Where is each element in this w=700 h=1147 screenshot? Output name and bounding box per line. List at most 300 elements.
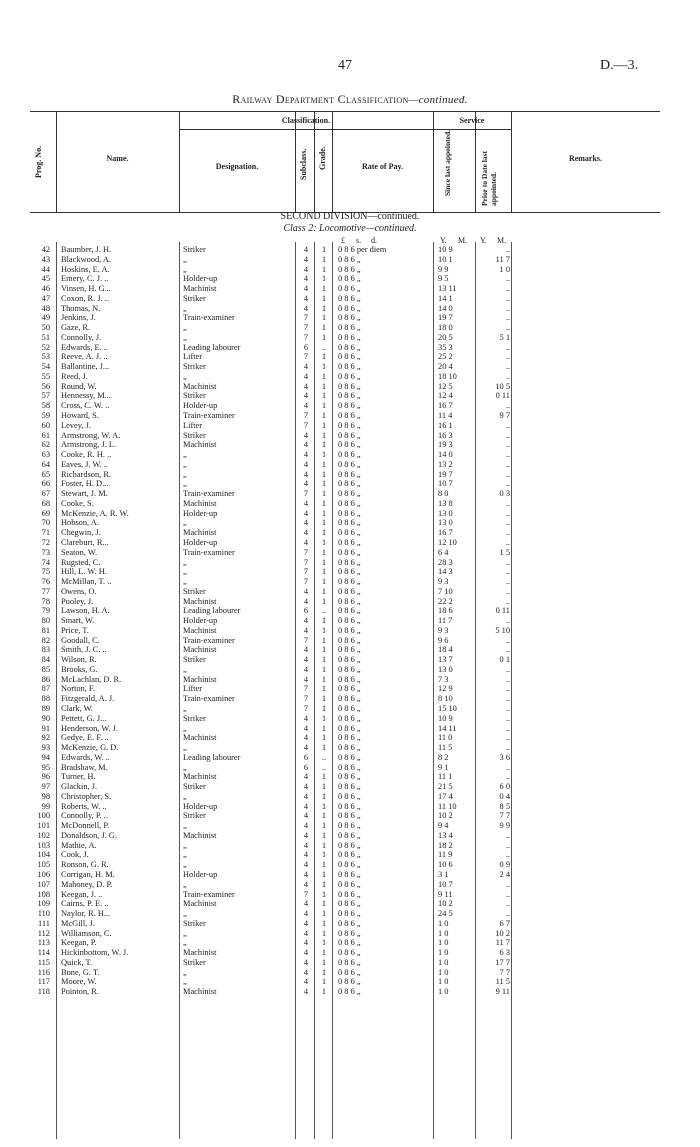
rate-cell: 0 8 6 „: [338, 586, 361, 596]
grade-cell: 1: [321, 909, 327, 919]
prior-cell: ..: [505, 450, 510, 460]
designation-cell: Leading labourer: [183, 606, 241, 616]
rate-cell: 0 8 6 „: [338, 752, 361, 762]
table-row: [0, 743, 700, 753]
subclass-cell: 4: [303, 987, 309, 997]
rate-cell: 0 8 6 „: [338, 703, 361, 713]
designation-cell: Machinist: [183, 772, 217, 782]
prior-cell: 10 5: [495, 381, 510, 391]
since-last-cell: 1 0: [438, 977, 449, 987]
since-last-cell: 3 1: [438, 870, 449, 879]
rate-cell: 0 8 6 „: [338, 733, 361, 743]
subclass-cell: 4: [303, 782, 309, 792]
rate-cell: 0 8 6 „: [338, 371, 361, 381]
name-cell: Hobson, A.: [61, 518, 99, 528]
rate-cell: 0 8 6 „: [338, 469, 361, 479]
subclass-cell: 4: [303, 391, 309, 401]
prior-cell: ..: [505, 889, 510, 899]
designation-cell: „: [183, 703, 187, 713]
prog-no-cell: 45: [41, 274, 50, 284]
table-row: [0, 772, 700, 782]
table-row: [0, 343, 700, 353]
page-title: [0, 92, 700, 107]
since-last-cell: 11 0: [438, 733, 453, 743]
prog-no-cell: 58: [41, 401, 50, 411]
rate-cell: 0 8 6 „: [338, 284, 361, 294]
prior-cell: 5 10: [495, 625, 510, 635]
name-cell: Vinsen, H. G...: [61, 284, 111, 294]
table-row: [0, 489, 700, 499]
name-cell: Corrigan, H. M.: [61, 870, 115, 879]
table-row: [0, 899, 700, 909]
since-last-cell: 14 3: [438, 567, 453, 577]
since-last-cell: 14 11: [438, 723, 457, 733]
designation-cell: Holder-up: [183, 870, 218, 879]
table-row: [0, 694, 700, 704]
since-last-cell: 1 0: [438, 948, 449, 958]
subclass-cell: 7: [303, 313, 309, 323]
prog-no-cell: 101: [37, 821, 50, 831]
designation-cell: Striker: [183, 811, 206, 821]
designation-cell: Train-examiner: [183, 547, 235, 557]
rate-cell: 0 8 6 „: [338, 684, 361, 694]
designation-cell: Machinist: [183, 381, 217, 391]
grade-cell: 1: [321, 371, 327, 381]
prior-cell: ..: [505, 645, 510, 655]
header-since-last: Since last appointed.: [443, 129, 452, 196]
rate-cell: 0 8 6 „: [338, 655, 361, 665]
table-row: [0, 313, 700, 323]
grade-cell: 1: [321, 899, 327, 909]
prior-cell: 1 5: [499, 547, 510, 557]
designation-cell: Machinist: [183, 987, 217, 997]
subclass-cell: 6: [303, 752, 309, 762]
subclass-cell: 4: [303, 840, 309, 850]
table-header: [30, 111, 660, 213]
prior-cell: 6 3: [499, 948, 510, 958]
name-cell: Edwards, E. ..: [61, 342, 108, 352]
rate-cell: 0 8 6 „: [338, 313, 361, 323]
prog-no-cell: 102: [37, 830, 50, 840]
table-row: [0, 421, 700, 431]
rate-cell: 0 8 6 „: [338, 772, 361, 782]
prior-cell: ..: [505, 664, 510, 674]
header-name: Name.: [106, 154, 129, 163]
prior-cell: ..: [505, 703, 510, 713]
designation-cell: Lifter: [183, 352, 203, 362]
since-last-cell: 11 4: [438, 411, 453, 421]
designation-cell: Machinist: [183, 498, 217, 508]
prior-cell: ..: [505, 733, 510, 743]
prog-no-cell: 94: [41, 752, 50, 762]
prog-no-cell: 112: [37, 928, 50, 938]
subclass-cell: 4: [303, 655, 309, 665]
prog-no-cell: 89: [41, 703, 50, 713]
designation-cell: „: [183, 264, 187, 274]
designation-cell: Striker: [183, 293, 206, 303]
name-cell: Mahoney, D. P.: [61, 879, 113, 889]
rate-cell: 0 8 6 „: [338, 948, 361, 958]
designation-cell: „: [183, 743, 187, 753]
prior-cell: ..: [505, 293, 510, 303]
prior-cell: 1 0: [499, 264, 510, 274]
prog-no-cell: 55: [41, 371, 50, 381]
grade-cell: 1: [321, 254, 327, 264]
subclass-cell: 7: [303, 547, 309, 557]
grade-cell: 1: [321, 694, 327, 704]
designation-cell: „: [183, 459, 187, 469]
name-cell: Reed, J.: [61, 371, 88, 381]
header-prior: Prior to Date last appointed.: [480, 150, 498, 206]
name-cell: Lawson, H. A.: [61, 606, 110, 616]
prog-no-cell: 42: [41, 245, 50, 254]
table-row: [0, 860, 700, 870]
grade-cell: 1: [321, 723, 327, 733]
designation-cell: Striker: [183, 362, 206, 372]
rate-cell: 0 8 6 „: [338, 860, 361, 870]
name-cell: Naylor, R. H...: [61, 909, 111, 919]
subclass-cell: 4: [303, 918, 309, 928]
designation-cell: „: [183, 723, 187, 733]
rate-cell: 0 8 6 „: [338, 606, 361, 616]
table-row: [0, 684, 700, 694]
rate-cell: 0 8 6 „: [338, 811, 361, 821]
rate-cell: 0 8 6 „: [338, 645, 361, 655]
name-cell: Jenkins, J.: [61, 313, 96, 323]
name-cell: Pooley, J.: [61, 596, 94, 606]
table-row: [0, 890, 700, 900]
since-last-cell: 9 6: [438, 635, 449, 645]
rate-cell: 0 8 6 „: [338, 967, 361, 977]
prior-cell: 11 7: [495, 254, 510, 264]
grade-cell: 1: [321, 518, 327, 528]
name-cell: Cross, C. W. ..: [61, 401, 110, 411]
prog-no-cell: 79: [41, 606, 50, 616]
subclass-cell: 7: [303, 557, 309, 567]
since-last-cell: 12 4: [438, 391, 453, 401]
since-last-cell: 10 9: [438, 713, 453, 723]
since-last-cell: 13 11: [438, 284, 457, 294]
prog-no-cell: 54: [41, 362, 50, 372]
prior-cell: 7 7: [499, 811, 510, 821]
name-cell: Keegan, P.: [61, 938, 97, 948]
prog-no-cell: 78: [41, 596, 50, 606]
division-label: SECOND DIVISION—continued.: [280, 211, 420, 222]
name-cell: Quick, T.: [61, 957, 93, 967]
table-row: [0, 704, 700, 714]
subclass-cell: 4: [303, 850, 309, 860]
since-last-cell: 14 0: [438, 303, 453, 313]
designation-cell: „: [183, 332, 187, 342]
subclass-cell: 4: [303, 811, 309, 821]
name-cell: Owens, O.: [61, 586, 97, 596]
designation-cell: Striker: [183, 713, 206, 723]
prog-no-cell: 70: [41, 518, 50, 528]
title-suffix: —continued.: [408, 94, 468, 106]
rate-cell: 0 8 6 „: [338, 791, 361, 801]
designation-cell: Holder-up: [183, 537, 218, 547]
rate-cell: 0 8 6 „: [338, 274, 361, 284]
grade-cell: 1: [321, 684, 327, 694]
table-row: [0, 509, 700, 519]
grade-cell: 1: [321, 430, 327, 440]
name-cell: Gedye, E. F. ..: [61, 733, 109, 743]
table-row: [0, 977, 700, 987]
table-row: [0, 831, 700, 841]
subclass-cell: 4: [303, 948, 309, 958]
since-last-cell: 9 3: [438, 577, 449, 587]
prog-no-cell: 46: [41, 284, 50, 294]
subclass-cell: 6: [303, 342, 309, 352]
subclass-cell: 4: [303, 303, 309, 313]
designation-cell: „: [183, 577, 187, 587]
since-last-cell: 12 10: [438, 537, 457, 547]
subclass-cell: 4: [303, 264, 309, 274]
subclass-cell: 7: [303, 577, 309, 587]
name-cell: Keegan, J. ..: [61, 889, 103, 899]
grade-cell: 1: [321, 801, 327, 811]
grade-cell: ..: [321, 762, 327, 772]
designation-cell: „: [183, 479, 187, 489]
header-designation: Designation.: [215, 162, 259, 171]
grade-cell: 1: [321, 508, 327, 518]
table-row: [0, 470, 700, 480]
prog-no-cell: 81: [41, 625, 50, 635]
subclass-cell: 4: [303, 508, 309, 518]
subclass-cell: 7: [303, 889, 309, 899]
rate-cell: 0 8 6 „: [338, 381, 361, 391]
rate-cell: 0 8 6 per diem: [338, 245, 387, 254]
grade-cell: 1: [321, 664, 327, 674]
name-cell: Ballantine, J...: [61, 362, 110, 372]
prog-no-cell: 62: [41, 440, 50, 450]
subclass-cell: 4: [303, 245, 309, 254]
grade-cell: 1: [321, 332, 327, 342]
rate-cell: 0 8 6 „: [338, 743, 361, 753]
prog-no-cell: 87: [41, 684, 50, 694]
subclass-cell: 4: [303, 977, 309, 987]
prog-no-cell: 49: [41, 313, 50, 323]
designation-cell: „: [183, 977, 187, 987]
since-last-cell: 1 0: [438, 928, 449, 938]
since-last-cell: 13 4: [438, 830, 453, 840]
document-reference: D.—3.: [600, 58, 639, 73]
grade-cell: 1: [321, 840, 327, 850]
prior-cell: ..: [505, 899, 510, 909]
prior-cell: ..: [505, 274, 510, 284]
name-cell: Edwards, W. ..: [61, 752, 110, 762]
grade-cell: 1: [321, 440, 327, 450]
since-last-cell: 25 2: [438, 352, 453, 362]
table-row: [0, 811, 700, 821]
grade-cell: 1: [321, 987, 327, 997]
table-row: [0, 763, 700, 773]
rate-cell: 0 8 6 „: [338, 508, 361, 518]
prog-no-cell: 85: [41, 664, 50, 674]
grade-cell: 1: [321, 938, 327, 948]
prior-cell: ..: [505, 850, 510, 860]
prior-cell: 9 7: [499, 411, 510, 421]
prog-no-cell: 59: [41, 411, 50, 421]
subclass-cell: 4: [303, 586, 309, 596]
rate-cell: 0 8 6 „: [338, 459, 361, 469]
header-grade: Grade.: [318, 146, 327, 170]
table-row: [0, 528, 700, 538]
table-row: [0, 616, 700, 626]
name-cell: Cooke, R. H. ..: [61, 450, 112, 460]
table-row: [0, 577, 700, 587]
table-row: [0, 636, 700, 646]
grade-cell: 1: [321, 811, 327, 821]
table-row: [0, 352, 700, 362]
designation-cell: Train-examiner: [183, 411, 235, 421]
designation-cell: „: [183, 879, 187, 889]
prior-cell: ..: [505, 772, 510, 782]
grade-cell: 1: [321, 860, 327, 870]
grade-cell: 1: [321, 323, 327, 333]
subclass-cell: 4: [303, 274, 309, 284]
prog-no-cell: 72: [41, 537, 50, 547]
rate-cell: 0 8 6 „: [338, 254, 361, 264]
rate-cell: 0 8 6 „: [338, 977, 361, 987]
since-last-cell: 11 5: [438, 743, 453, 753]
designation-cell: Machinist: [183, 645, 217, 655]
prior-cell: 0 11: [495, 606, 510, 616]
since-last-cell: 11 1: [438, 772, 453, 782]
since-last-cell: 17 4: [438, 791, 453, 801]
prog-no-cell: 65: [41, 469, 50, 479]
designation-cell: Striker: [183, 782, 206, 792]
since-last-cell: 18 4: [438, 645, 453, 655]
rate-cell: 0 8 6 „: [338, 401, 361, 411]
section-heading: [0, 211, 700, 235]
table-row: [0, 294, 700, 304]
subclass-cell: 4: [303, 616, 309, 626]
grade-cell: 1: [321, 674, 327, 684]
since-last-cell: 13 7: [438, 655, 453, 665]
since-last-cell: 12 5: [438, 381, 453, 391]
name-cell: Ronson, G. R.: [61, 860, 109, 870]
table-row: [0, 821, 700, 831]
subclass-cell: 6: [303, 606, 309, 616]
subclass-cell: 4: [303, 537, 309, 547]
grade-cell: 1: [321, 655, 327, 665]
since-last-cell: 9 9: [438, 264, 449, 274]
grade-cell: ..: [321, 606, 327, 616]
rate-cell: 0 8 6 „: [338, 547, 361, 557]
prior-cell: ..: [505, 342, 510, 352]
prog-no-cell: 74: [41, 557, 50, 567]
rate-cell: 0 8 6 „: [338, 323, 361, 333]
name-cell: Seaton, W.: [61, 547, 98, 557]
designation-cell: Striker: [183, 430, 206, 440]
designation-cell: „: [183, 469, 187, 479]
grade-cell: 1: [321, 625, 327, 635]
name-cell: Foster, H. D...: [61, 479, 109, 489]
subclass-cell: 4: [303, 293, 309, 303]
rate-cell: 0 8 6 „: [338, 557, 361, 567]
grade-cell: 1: [321, 274, 327, 284]
prog-no-cell: 82: [41, 635, 50, 645]
rate-cell: 0 8 6 „: [338, 762, 361, 772]
table-row: [0, 548, 700, 558]
designation-cell: Train-examiner: [183, 889, 235, 899]
grade-cell: 1: [321, 547, 327, 557]
prog-no-cell: 47: [41, 293, 50, 303]
prior-cell: ..: [505, 879, 510, 889]
table-row: [0, 323, 700, 333]
since-last-cell: 10 6: [438, 860, 453, 870]
prog-no-cell: 76: [41, 577, 50, 587]
grade-cell: 1: [321, 645, 327, 655]
table-row: [0, 929, 700, 939]
grade-cell: 1: [321, 596, 327, 606]
since-last-cell: 1 0: [438, 938, 449, 948]
table-row: [0, 411, 700, 421]
rate-cell: 0 8 6 „: [338, 909, 361, 919]
prior-cell: ..: [505, 440, 510, 450]
prog-no-cell: 69: [41, 508, 50, 518]
rate-cell: 0 8 6 „: [338, 352, 361, 362]
prior-cell: ..: [505, 596, 510, 606]
since-last-cell: 19 3: [438, 440, 453, 450]
prior-cell: ..: [505, 430, 510, 440]
prior-cell: 0 4: [499, 791, 510, 801]
unit-pence: d.: [371, 236, 377, 245]
prog-no-cell: 84: [41, 655, 50, 665]
name-cell: Hickinbottom, W. J.: [61, 948, 129, 958]
rate-cell: 0 8 6 „: [338, 694, 361, 704]
prior-cell: 2 4: [499, 870, 510, 879]
prog-no-cell: 113: [37, 938, 50, 948]
designation-cell: Holder-up: [183, 508, 218, 518]
designation-cell: „: [183, 850, 187, 860]
subclass-cell: 4: [303, 821, 309, 831]
table-row: [0, 714, 700, 724]
subclass-cell: 4: [303, 860, 309, 870]
rate-cell: 0 8 6 „: [338, 489, 361, 499]
table-row: [0, 558, 700, 568]
since-last-cell: 18 0: [438, 323, 453, 333]
grade-cell: 1: [321, 245, 327, 254]
name-cell: Chegwin, J.: [61, 528, 101, 538]
since-last-cell: 10 7: [438, 879, 453, 889]
prior-cell: 0 9: [499, 860, 510, 870]
grade-cell: 1: [321, 450, 327, 460]
designation-cell: Train-examiner: [183, 489, 235, 499]
grade-cell: 1: [321, 957, 327, 967]
division-heading: [0, 211, 700, 223]
name-cell: Williamson, C.: [61, 928, 112, 938]
prior-cell: ..: [505, 245, 510, 254]
grade-cell: 1: [321, 977, 327, 987]
prior-cell: ..: [505, 909, 510, 919]
subclass-cell: 7: [303, 411, 309, 421]
rate-cell: 0 8 6 „: [338, 664, 361, 674]
prog-no-cell: 51: [41, 332, 50, 342]
rate-cell: 0 8 6 „: [338, 957, 361, 967]
designation-cell: Striker: [183, 655, 206, 665]
table-row: [0, 665, 700, 675]
prog-no-cell: 80: [41, 616, 50, 626]
table-row: [0, 968, 700, 978]
prior-cell: ..: [505, 479, 510, 489]
prior-cell: ..: [505, 469, 510, 479]
prior-cell: 5 1: [499, 332, 510, 342]
subclass-cell: 4: [303, 284, 309, 294]
prior-cell: ..: [505, 420, 510, 430]
grade-cell: 1: [321, 791, 327, 801]
